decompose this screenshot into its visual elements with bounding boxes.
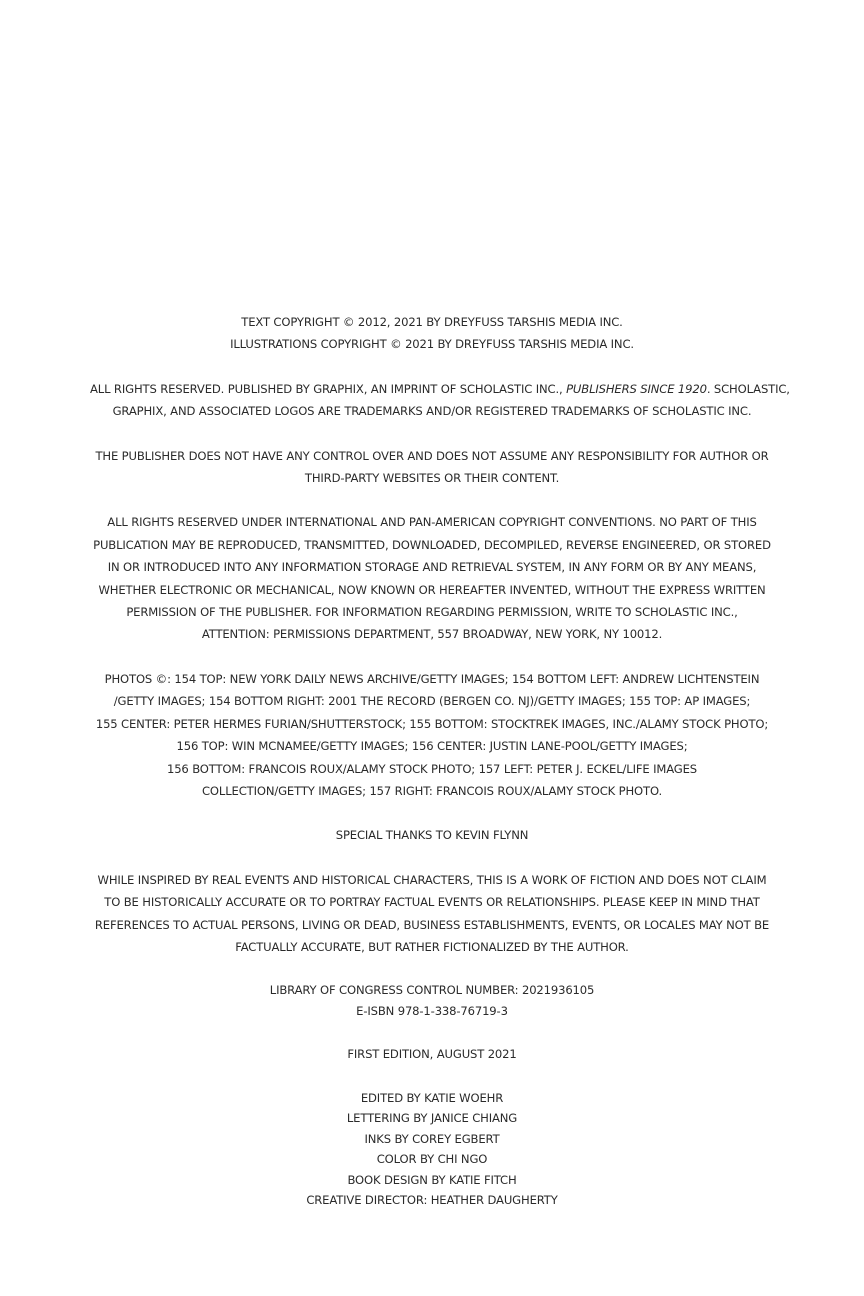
fiction-disclaimer: [90, 869, 774, 959]
illustrations-copyright-line: ILLUSTRATIONS COPYRIGHT © 2021 BY DREYFUSS TARSHIS MEDIA INC.: [230, 337, 634, 352]
rights-line-1: [90, 378, 790, 400]
fiction-disclaimer-line: FACTUALLY ACCURATE, BUT RATHER FICTIONALIZED BY THE AUTHOR.: [235, 939, 629, 954]
rights-line-2: GRAPHIX, AND ASSOCIATED LOGOS ARE TRADEMARKS AND/OR REGISTERED TRADEMARKS OF SCHOLASTIC INC.: [112, 404, 752, 419]
international-rights-line: PERMISSION OF THE PUBLISHER. FOR INFORMATION REGARDING PERMISSION, WRITE TO SCHOLASTIC INC.,: [126, 605, 738, 620]
credit-book-design: BOOK DESIGN BY KATIE FITCH: [347, 1172, 517, 1187]
photo-credits-line: 156 TOP: WIN MCNAMEE/GETTY IMAGES; 156 CENTER: JUSTIN LANE-POOL/GETTY IMAGES;: [176, 739, 688, 754]
rights-reserved-notice: [90, 378, 790, 423]
photo-credits-line: PHOTOS ©: 154 TOP: NEW YORK DAILY NEWS ARCHIVE/GETTY IMAGES; 154 BOTTOM LEFT: ANDREW LICHTENSTEIN: [104, 671, 760, 686]
publisher-disclaimer-line: THE PUBLISHER DOES NOT HAVE ANY CONTROL OVER AND DOES NOT ASSUME ANY RESPONSIBILITY FOR AUTHOR OR: [95, 448, 769, 463]
credit-inks: INKS BY COREY EGBERT: [364, 1131, 500, 1146]
text-copyright-line: TEXT COPYRIGHT © 2012, 2021 BY DREYFUSS TARSHIS MEDIA INC.: [241, 315, 623, 329]
publishers-since-tagline: PUBLISHERS SINCE 1920: [566, 381, 707, 396]
copyright-page: [90, 311, 790, 1233]
photo-credits-line: 155 CENTER: PETER HERMES FURIAN/SHUTTERSTOCK; 155 BOTTOM: STOCKTREK IMAGES, INC./ALAMY STOCK PHOTO;: [95, 716, 769, 731]
international-rights-notice: [90, 511, 774, 645]
fiction-disclaimer-line: WHILE INSPIRED BY REAL EVENTS AND HISTORICAL CHARACTERS, THIS IS A WORK OF FICTION AND DOES NOT CLAIM: [97, 872, 767, 887]
rights-line-1-end: . SCHOLASTIC,: [706, 381, 790, 396]
library-of-congress-number: LIBRARY OF CONGRESS CONTROL NUMBER: 2021936105: [269, 983, 595, 998]
publisher-disclaimer-line: THIRD-PARTY WEBSITES OR THEIR CONTENT.: [304, 471, 560, 486]
production-credits: [90, 1088, 774, 1211]
photo-credits-line: /GETTY IMAGES; 154 BOTTOM RIGHT: 2001 THE RECORD (BERGEN CO. NJ)/GETTY IMAGES; 155 TOP: AP IMAGES;: [113, 694, 751, 709]
credit-color: COLOR BY CHI NGO: [376, 1152, 488, 1167]
copyright-notice: [90, 311, 774, 356]
edition-info: [90, 1043, 774, 1065]
credit-creative-director: CREATIVE DIRECTOR: HEATHER DAUGHERTY: [306, 1193, 558, 1208]
special-thanks-line: SPECIAL THANKS TO KEVIN FLYNN: [335, 828, 529, 843]
international-rights-line: IN OR INTRODUCED INTO ANY INFORMATION STORAGE AND RETRIEVAL SYSTEM, IN ANY FORM OR BY ANY MEANS,: [107, 560, 757, 575]
fiction-disclaimer-line: TO BE HISTORICALLY ACCURATE OR TO PORTRAY FACTUAL EVENTS OR RELATIONSHIPS. PLEASE KEEP IN MIND THAT: [104, 895, 760, 910]
credit-lettering: LETTERING BY JANICE CHIANG: [346, 1111, 518, 1126]
photo-credits: [90, 668, 774, 802]
catalog-info: [90, 980, 774, 1021]
rights-line-1-start: ALL RIGHTS RESERVED. PUBLISHED BY GRAPHIX, AN IMPRINT OF SCHOLASTIC INC.,: [90, 381, 563, 396]
edition-line: FIRST EDITION, AUGUST 2021: [347, 1047, 517, 1062]
publisher-disclaimer: [90, 445, 774, 490]
photo-credits-line: 156 BOTTOM: FRANCOIS ROUX/ALAMY STOCK PHOTO; 157 LEFT: PETER J. ECKEL/LIFE IMAGES: [166, 761, 698, 776]
international-rights-line: PUBLICATION MAY BE REPRODUCED, TRANSMITTED, DOWNLOADED, DECOMPILED, REVERSE ENGINEERED, OR STORED: [93, 537, 771, 552]
credit-editor: EDITED BY KATIE WOEHR: [360, 1090, 504, 1105]
international-rights-line: ALL RIGHTS RESERVED UNDER INTERNATIONAL AND PAN-AMERICAN COPYRIGHT CONVENTIONS. NO PART OF THIS: [107, 515, 757, 530]
international-rights-line: ATTENTION: PERMISSIONS DEPARTMENT, 557 BROADWAY, NEW YORK, NY 10012.: [201, 627, 663, 642]
special-thanks: [90, 824, 774, 846]
e-isbn: E-ISBN 978-1-338-76719-3: [356, 1003, 508, 1018]
fiction-disclaimer-line: REFERENCES TO ACTUAL PERSONS, LIVING OR DEAD, BUSINESS ESTABLISHMENTS, EVENTS, OR LOCALES MAY NOT BE: [94, 917, 770, 932]
photo-credits-line: COLLECTION/GETTY IMAGES; 157 RIGHT: FRANCOIS ROUX/ALAMY STOCK PHOTO.: [201, 783, 663, 798]
international-rights-line: WHETHER ELECTRONIC OR MECHANICAL, NOW KNOWN OR HEREAFTER INVENTED, WITHOUT THE EXPRESS WRITTEN: [98, 582, 766, 597]
